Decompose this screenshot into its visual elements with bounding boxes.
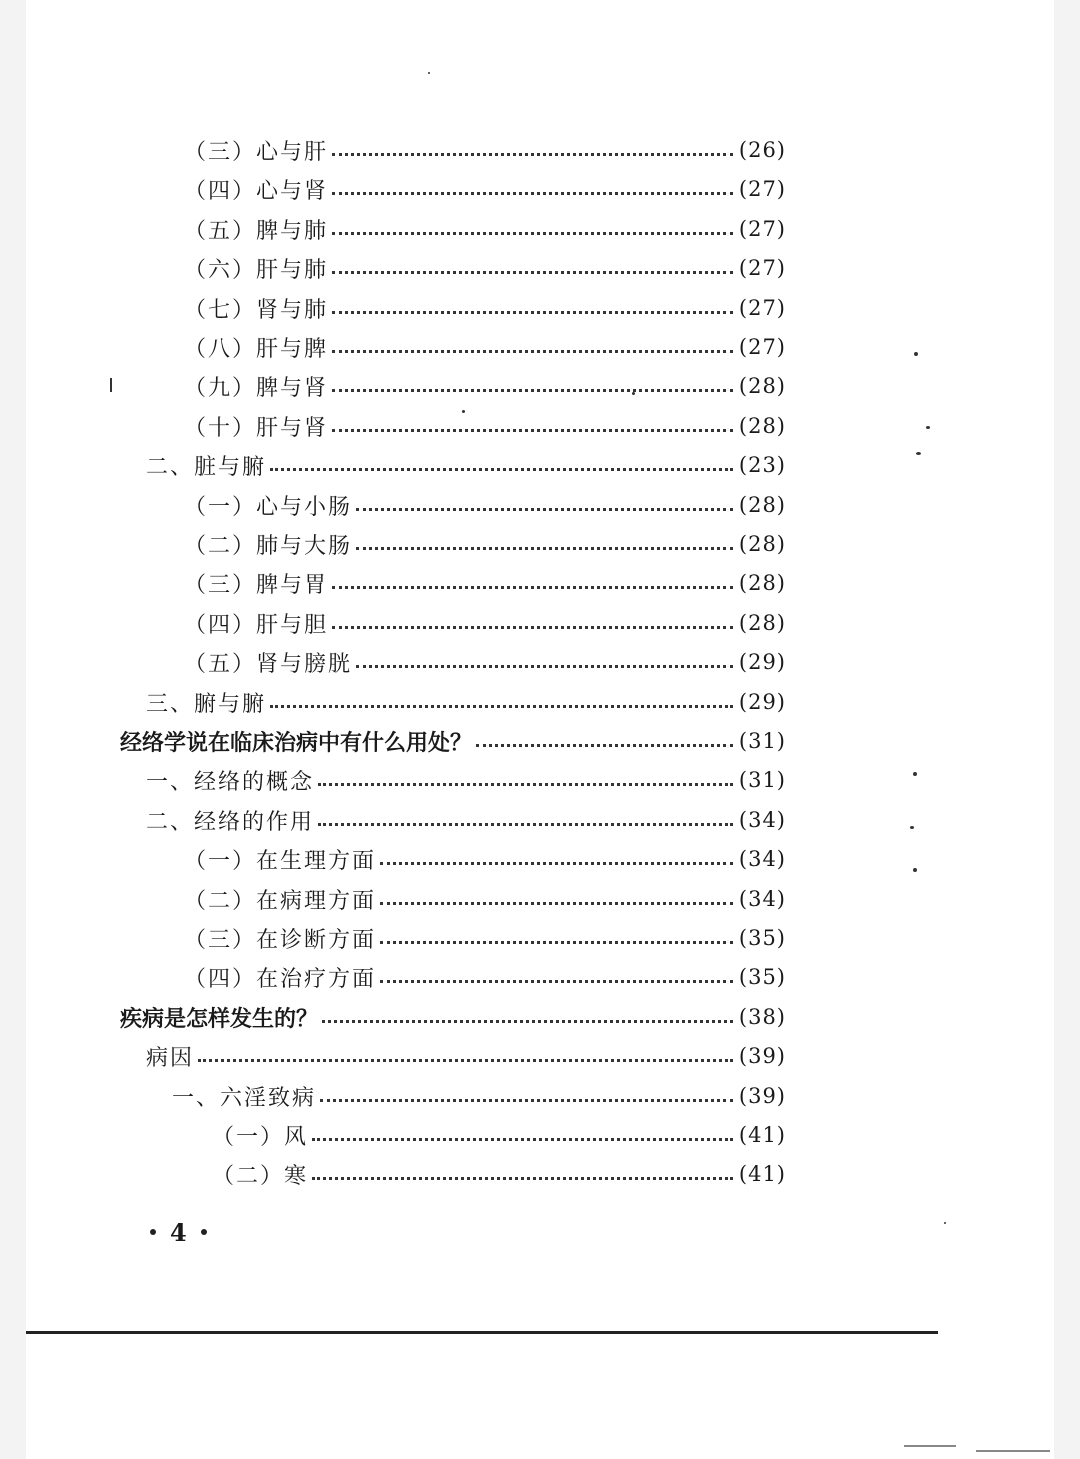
toc-entry — [184, 366, 786, 406]
toc-entry — [184, 603, 786, 643]
toc-entry — [212, 1115, 786, 1155]
page-number-text: 4 — [170, 1217, 187, 1247]
toc-entry-title: （四）心与肾 — [184, 178, 329, 204]
toc-entry-page: (23) — [738, 453, 786, 477]
toc-dot-leader — [380, 902, 733, 905]
toc-entry-title: （二）肺与大肠 — [184, 533, 353, 559]
toc-entry — [184, 406, 786, 446]
toc-entry — [146, 682, 786, 722]
toc-dot-leader — [332, 389, 733, 392]
toc-entry-title: （四）肝与胆 — [184, 612, 329, 638]
toc-entry-page: (28) — [738, 571, 786, 595]
toc-entry-title: （三）在诊断方面 — [184, 927, 377, 953]
scan-speck — [944, 1222, 946, 1224]
toc-entry-page: (27) — [738, 256, 786, 280]
scan-edge-line — [976, 1450, 1050, 1452]
toc-entry-page: (27) — [738, 217, 786, 241]
toc-dot-leader — [380, 980, 733, 983]
toc-entry-page: (39) — [738, 1084, 786, 1108]
toc-entry — [184, 169, 786, 209]
toc-entry-page: (31) — [738, 729, 786, 753]
toc-entry-page: (38) — [738, 1005, 786, 1029]
toc-entry-title: （二）寒 — [212, 1163, 309, 1189]
toc-entry-title: （九）脾与肾 — [184, 375, 329, 401]
toc-entry — [184, 248, 786, 288]
toc-entry-title: （六）肝与肺 — [184, 257, 329, 283]
toc-dot-leader — [356, 547, 733, 550]
toc-entry-title: （一）心与小肠 — [184, 494, 353, 520]
toc-entry — [212, 1154, 786, 1194]
toc-entry-page: (27) — [738, 296, 786, 320]
toc-entry-title: （十）肝与肾 — [184, 415, 329, 441]
toc-dot-leader — [312, 1177, 733, 1180]
toc-entry — [146, 800, 786, 840]
toc-entry-title: （二）在病理方面 — [184, 888, 377, 914]
toc-entry — [184, 288, 786, 328]
scan-speck — [110, 378, 112, 392]
toc-entry — [146, 1036, 786, 1076]
toc-dot-leader — [332, 586, 733, 589]
toc-entry-title: 二、经络的作用 — [146, 809, 315, 835]
toc-dot-leader — [332, 271, 733, 274]
toc-entry-title: 疾病是怎样发生的？ — [120, 1006, 319, 1032]
toc-entry-page: (34) — [738, 887, 786, 911]
page-number-bullet-right — [201, 1229, 207, 1235]
toc-entry-title: （五）肾与膀胱 — [184, 651, 353, 677]
toc-entry-page: (34) — [738, 808, 786, 832]
scan-speck — [462, 410, 465, 413]
toc-entry-title: 一、六淫致病 — [172, 1085, 317, 1111]
toc-dot-leader — [332, 232, 733, 235]
toc-entry-title: 病因 — [146, 1045, 195, 1071]
toc-entry-title: （三）脾与胃 — [184, 572, 329, 598]
toc-entry-page: (29) — [738, 650, 786, 674]
toc-dot-leader — [356, 508, 733, 511]
toc-dot-leader — [318, 783, 733, 786]
toc-dot-leader — [332, 192, 733, 195]
toc-dot-leader — [270, 705, 733, 708]
toc-entry-page: (35) — [738, 926, 786, 950]
toc-entry — [184, 130, 786, 170]
toc-entry-title: 一、经络的概念 — [146, 769, 315, 795]
toc-entry-page: (28) — [738, 611, 786, 635]
toc-dot-leader — [198, 1059, 733, 1062]
toc-dot-leader — [332, 153, 733, 156]
scan-speck — [913, 772, 917, 776]
toc-dot-leader — [320, 1099, 733, 1102]
toc-entry — [184, 327, 786, 367]
toc-entry-title: （一）风 — [212, 1124, 309, 1150]
toc-entry — [146, 445, 786, 485]
toc-entry-page: (28) — [738, 532, 786, 556]
toc-entry-title: （四）在治疗方面 — [184, 966, 377, 992]
toc-entry — [184, 957, 786, 997]
toc-entry — [184, 563, 786, 603]
toc-entry — [120, 997, 786, 1037]
toc-entry-title: 三、腑与腑 — [146, 691, 267, 717]
toc-entry-title: 经络学说在临床治病中有什么用处？ — [120, 730, 473, 756]
toc-entry-page: (34) — [738, 847, 786, 871]
toc-dot-leader — [380, 941, 733, 944]
toc-dot-leader — [332, 626, 733, 629]
toc-dot-leader — [318, 823, 733, 826]
toc-entry — [184, 918, 786, 958]
toc-entry-page: (41) — [738, 1123, 786, 1147]
toc-entry — [146, 760, 786, 800]
page-number-bullet-left — [150, 1229, 156, 1235]
toc-entry-page: (28) — [738, 414, 786, 438]
toc-entry-title: （五）脾与肺 — [184, 218, 329, 244]
toc-entry-title: 二、脏与腑 — [146, 454, 267, 480]
toc-dot-leader — [322, 1020, 733, 1023]
toc-dot-leader — [270, 468, 733, 471]
toc-entry-page: (28) — [738, 374, 786, 398]
toc-dot-leader — [332, 311, 733, 314]
toc-entry-title: （八）肝与脾 — [184, 336, 329, 362]
toc-entry-title: （一）在生理方面 — [184, 848, 377, 874]
toc-dot-leader — [312, 1138, 733, 1141]
scan-speck — [910, 826, 914, 829]
toc-entry — [120, 721, 786, 761]
toc-dot-leader — [380, 862, 733, 865]
bottom-rule — [26, 1331, 938, 1334]
scan-speck — [913, 868, 917, 872]
toc-dot-leader — [476, 744, 733, 747]
toc-entry — [184, 839, 786, 879]
scan-speck — [428, 72, 430, 74]
toc-entry-page: (29) — [738, 690, 786, 714]
toc-entry-page: (26) — [738, 138, 786, 162]
scan-speck — [926, 426, 930, 429]
scan-speck — [914, 352, 918, 356]
scan-speck — [632, 392, 635, 395]
toc-entry-page: (27) — [738, 177, 786, 201]
toc-entry-page: (28) — [738, 493, 786, 517]
toc-entry-page: (31) — [738, 768, 786, 792]
toc-dot-leader — [332, 429, 733, 432]
toc-entry-title: （三）心与肝 — [184, 139, 329, 165]
toc-entry-page: (35) — [738, 965, 786, 989]
scan-speck — [916, 452, 921, 455]
toc-dot-leader — [332, 350, 733, 353]
scan-edge-line — [904, 1445, 956, 1447]
toc-entry-page: (27) — [738, 335, 786, 359]
toc-entry-page: (41) — [738, 1162, 786, 1186]
toc-entry-page: (39) — [738, 1044, 786, 1068]
toc-entry-title: （七）肾与肺 — [184, 297, 329, 323]
toc-entry — [184, 524, 786, 564]
toc-dot-leader — [356, 665, 733, 668]
toc-entry — [184, 642, 786, 682]
toc-entry — [184, 879, 786, 919]
toc-entry — [184, 485, 786, 525]
page-number — [150, 1214, 230, 1250]
toc-entry — [184, 209, 786, 249]
toc-entry — [172, 1076, 786, 1116]
